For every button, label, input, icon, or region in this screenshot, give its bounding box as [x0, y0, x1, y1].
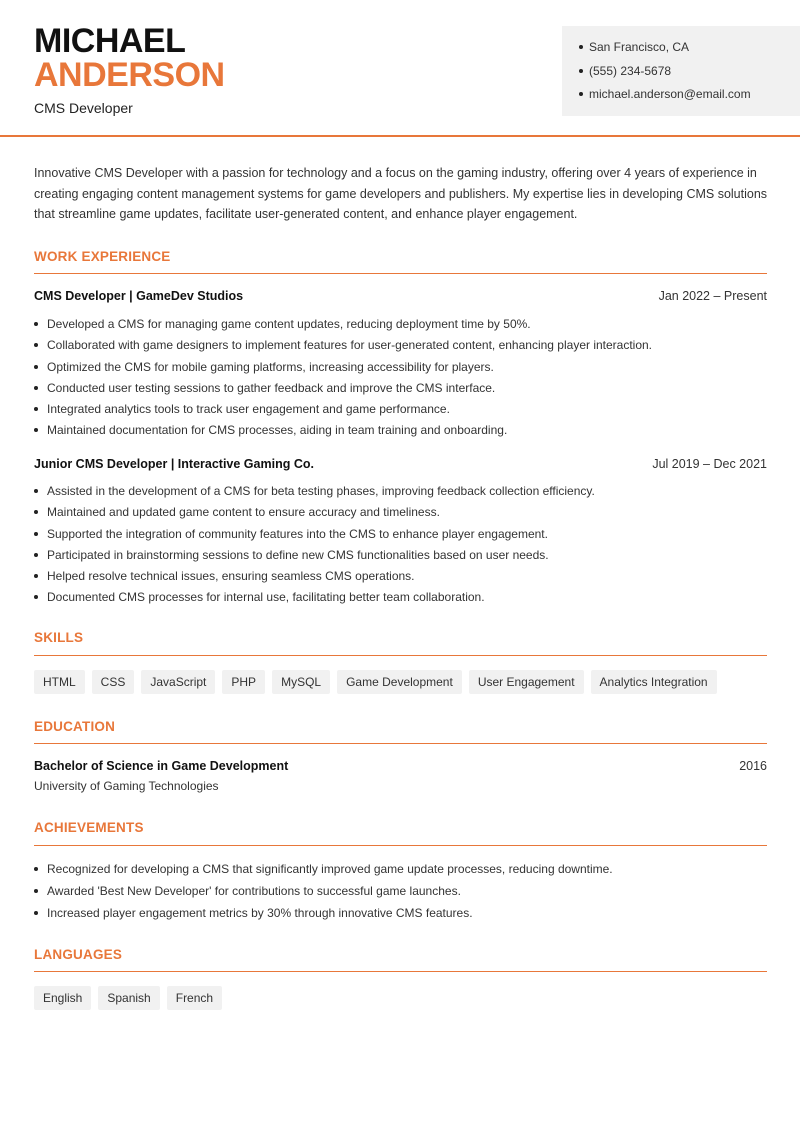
section-title-achievements: ACHIEVEMENTS [34, 820, 144, 835]
section-divider [34, 971, 767, 972]
section-title-work: WORK EXPERIENCE [34, 249, 171, 264]
section-divider [34, 655, 767, 656]
bullet-icon [34, 428, 38, 432]
bullet-icon [34, 489, 38, 493]
job-role: CMS Developer | GameDev Studios [34, 289, 244, 303]
list-item: Recognized for developing a CMS that significantly improved game update processes, reducing downtime. [34, 861, 767, 883]
language-tag: French [167, 986, 222, 1010]
job-bullets-2 [34, 483, 767, 611]
job-dates: Jul 2019 – Dec 2021 [652, 457, 767, 471]
bullet-icon [34, 386, 38, 390]
contact-list [579, 39, 751, 110]
skill-tag: Game Development [337, 670, 462, 694]
list-item: Documented CMS processes for internal use, facilitating better team collaboration. [34, 589, 767, 610]
list-item: Developed a CMS for managing game content updates, reducing deployment time by 50%. [34, 316, 767, 337]
bullet-icon [34, 911, 38, 915]
job-header-2 [34, 457, 767, 471]
section-title-languages: LANGUAGES [34, 947, 123, 962]
bullet-icon [34, 510, 38, 514]
summary-paragraph: Innovative CMS Developer with a passion for technology and a focus on the gaming industry, offering over 4 years of experience in creating engaging content management systems for game developers and publishers. My expertise lies in developing CMS solutions that streamline game updates, facilitate user-generated content, and enhance player engagement. [34, 166, 768, 221]
job-role: Junior CMS Developer | Interactive Gaming Co. [34, 457, 314, 471]
bullet-icon [34, 343, 38, 347]
list-item: Participated in brainstorming sessions to define new CMS functionalities based on user needs. [34, 547, 767, 568]
section-divider [34, 273, 767, 274]
list-item: Maintained documentation for CMS processes, aiding in team training and onboarding. [34, 422, 767, 443]
education-school: University of Gaming Technologies [34, 779, 219, 793]
resume-header [0, 0, 800, 137]
list-item: Awarded 'Best New Developer' for contributions to successful game launches. [34, 883, 767, 905]
skill-tag: Analytics Integration [591, 670, 717, 694]
bullet-icon [34, 574, 38, 578]
bullet-icon [34, 553, 38, 557]
job-title: CMS Developer [34, 100, 133, 116]
contact-phone: (555) 234-5678 [579, 63, 751, 87]
list-item: Assisted in the development of a CMS for beta testing phases, improving feedback collection efficiency. [34, 483, 767, 504]
list-item: Optimized the CMS for mobile gaming platforms, increasing accessibility for players. [34, 359, 767, 380]
skill-tag: JavaScript [141, 670, 215, 694]
job-header-1 [34, 289, 767, 303]
list-item: Conducted user testing sessions to gather feedback and improve the CMS interface. [34, 380, 767, 401]
list-item: Maintained and updated game content to ensure accuracy and timeliness. [34, 504, 767, 525]
skill-tag: CSS [92, 670, 135, 694]
section-title-skills: SKILLS [34, 630, 84, 645]
skill-tag: HTML [34, 670, 85, 694]
section-divider [34, 845, 767, 846]
bullet-icon [34, 322, 38, 326]
list-item: Supported the integration of community features into the CMS to enhance player engagement. [34, 526, 767, 547]
contact-location: San Francisco, CA [579, 39, 751, 63]
list-item: Helped resolve technical issues, ensuring seamless CMS operations. [34, 568, 767, 589]
achievements-list [34, 861, 767, 927]
contact-email[interactable]: michael.anderson@email.com [579, 86, 751, 110]
bullet-icon [34, 407, 38, 411]
language-tag: English [34, 986, 91, 1010]
job-dates: Jan 2022 – Present [658, 289, 767, 303]
list-item: Collaborated with game designers to implement features for user-generated content, enhancing player interaction. [34, 337, 767, 358]
bullet-icon [34, 595, 38, 599]
bullet-icon [34, 365, 38, 369]
list-item: Increased player engagement metrics by 30% through innovative CMS features. [34, 905, 767, 927]
language-tag: Spanish [98, 986, 159, 1010]
bullet-icon [579, 45, 583, 49]
bullet-icon [34, 867, 38, 871]
bullet-icon [579, 69, 583, 73]
bullet-icon [34, 889, 38, 893]
list-item: Integrated analytics tools to track user engagement and game performance. [34, 401, 767, 422]
skill-tag: User Engagement [469, 670, 584, 694]
job-bullets-1 [34, 316, 767, 444]
bullet-icon [579, 92, 583, 96]
education-year: 2016 [739, 759, 767, 773]
section-divider [34, 743, 767, 744]
education-degree: Bachelor of Science in Game Development [34, 759, 289, 773]
first-name: MICHAEL [34, 22, 186, 60]
skills-tags [34, 670, 717, 694]
section-title-education: EDUCATION [34, 719, 116, 734]
language-tags [34, 986, 222, 1010]
contact-panel [562, 26, 800, 116]
skill-tag: PHP [222, 670, 265, 694]
bullet-icon [34, 532, 38, 536]
skill-tag: MySQL [272, 670, 330, 694]
last-name: ANDERSON [34, 56, 225, 94]
